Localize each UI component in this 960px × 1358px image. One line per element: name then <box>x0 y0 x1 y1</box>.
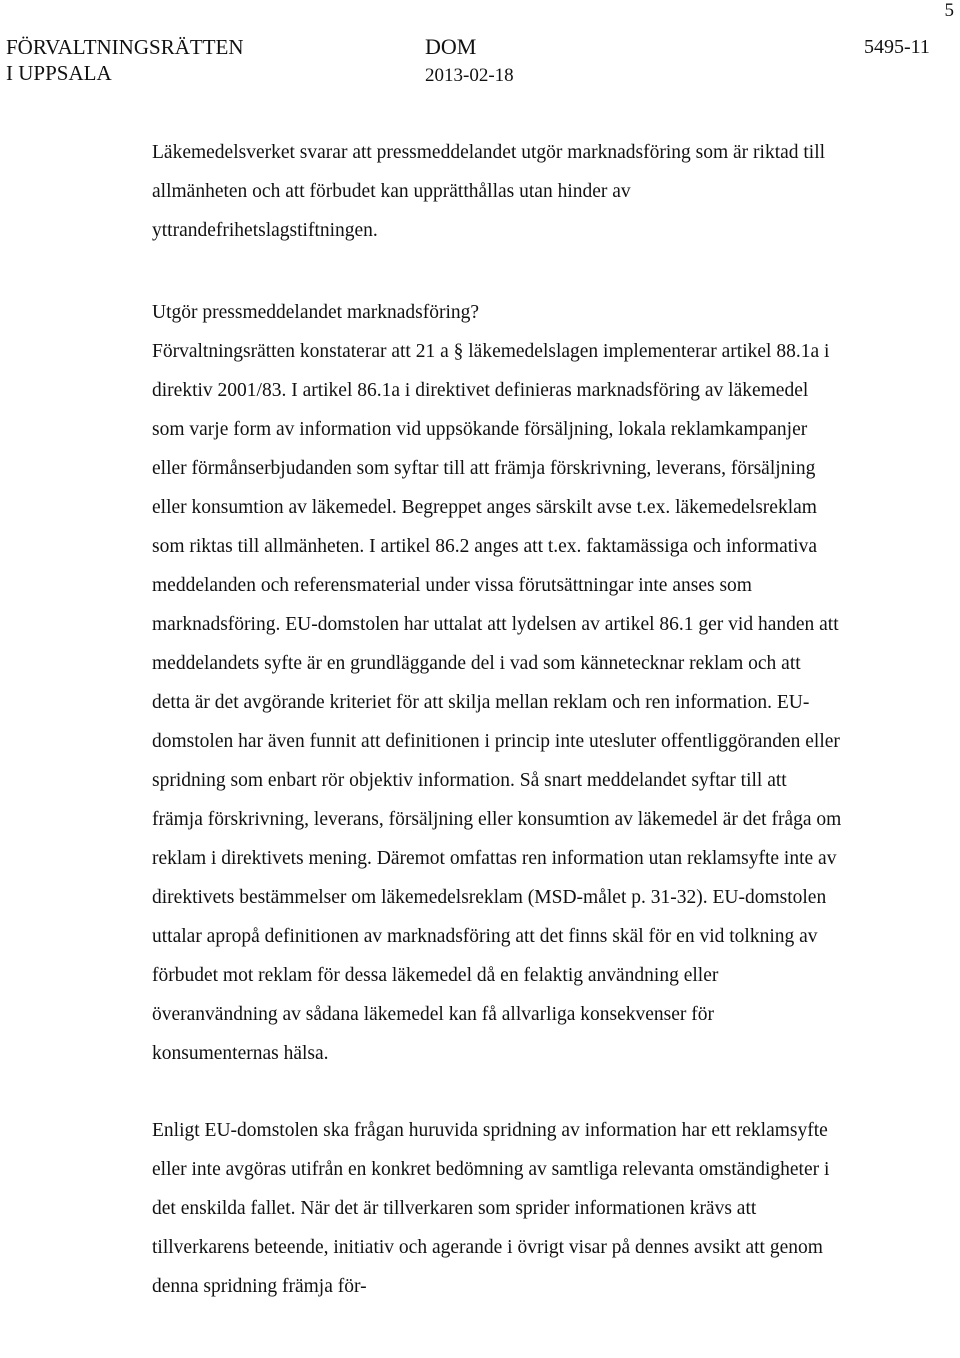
section-question: Utgör pressmeddelandet marknadsföring? <box>152 302 480 323</box>
court-name <box>6 34 244 86</box>
court-name-line1: FÖRVALTNINGSRÄTTEN <box>6 35 244 59</box>
body-text <box>152 133 842 1306</box>
paragraph-response: Läkemedelsverket svarar att pressmeddelandet utgör marknadsföring som är riktad till allmänheten och att förbudet kan upprätthållas utan hinder av yttrandefrihetslagstiftningen. <box>152 142 826 241</box>
case-number: 5495-11 <box>864 36 930 58</box>
court-name-line2: I UPPSALA <box>6 61 112 85</box>
document-date: 2013-02-18 <box>425 65 514 86</box>
document-type: DOM <box>425 34 477 59</box>
page-number: 5 <box>944 0 954 21</box>
paragraph-eu-court: Enligt EU-domstolen ska frågan huruvida spridning av information har ett reklamsyfte eller inte avgöras utifrån en konkret bedömning av samtliga relevanta omständigheter i det enskilda fallet. När det är tillverkaren som sprider informationen krävs att tillverkarens beteende, initiativ och agerande i övrigt visar på dennes avsikt att genom denna spridning främja för- <box>152 1120 830 1297</box>
paragraph-assessment: Förvaltningsrätten konstaterar att 21 a § läkemedelslagen implementerar artikel 88.1a i direktiv 2001/83. I artikel 86.1a i direktivet definieras marknadsföring av läkemedel som varje form av information vid uppsökande försäljning, lokala reklamkampanjer eller förmånserbjudanden som syftar till att främja förskrivning, leverans, försäljning eller konsumtion av läkemedel. Begreppet anges särskilt avse t.ex. läkemedelsreklam som riktas till allmänheten. I artikel 86.2 anges att t.ex. faktamässiga och informativa meddelanden och referensmaterial under vissa förutsättningar inte anses som marknadsföring. EU-domstolen har uttalat att lydelsen av artikel 86.1 ger vid handen att meddelandets syfte är en grundläggande del i vad som kännetecknar reklam och att detta är det avgörande kriteriet för att skilja mellan reklam och ren information. EU-domstolen har även funnit att definitionen i princip inte utesluter offentliggöranden eller spridning som enbart rör objektiv information. Så snart meddelandet syftar till att främja förskrivning, leverans, försäljning eller konsumtion av läkemedel är det fråga om reklam i direktivets mening. Däremot omfattas ren information utan reklamsyfte inte av direktivets bestämmelser om läkemedelsreklam (MSD-målet p. 31-32). EU-domstolen uttalar apropå definitionen av marknadsföring att det finns skäl för en vid tolkning av förbudet mot reklam för dessa läkemedel då en felaktig användning eller överanvändning av sådana läkemedel kan få allvarliga konsekvenser för konsumenternas hälsa. <box>152 341 842 1064</box>
